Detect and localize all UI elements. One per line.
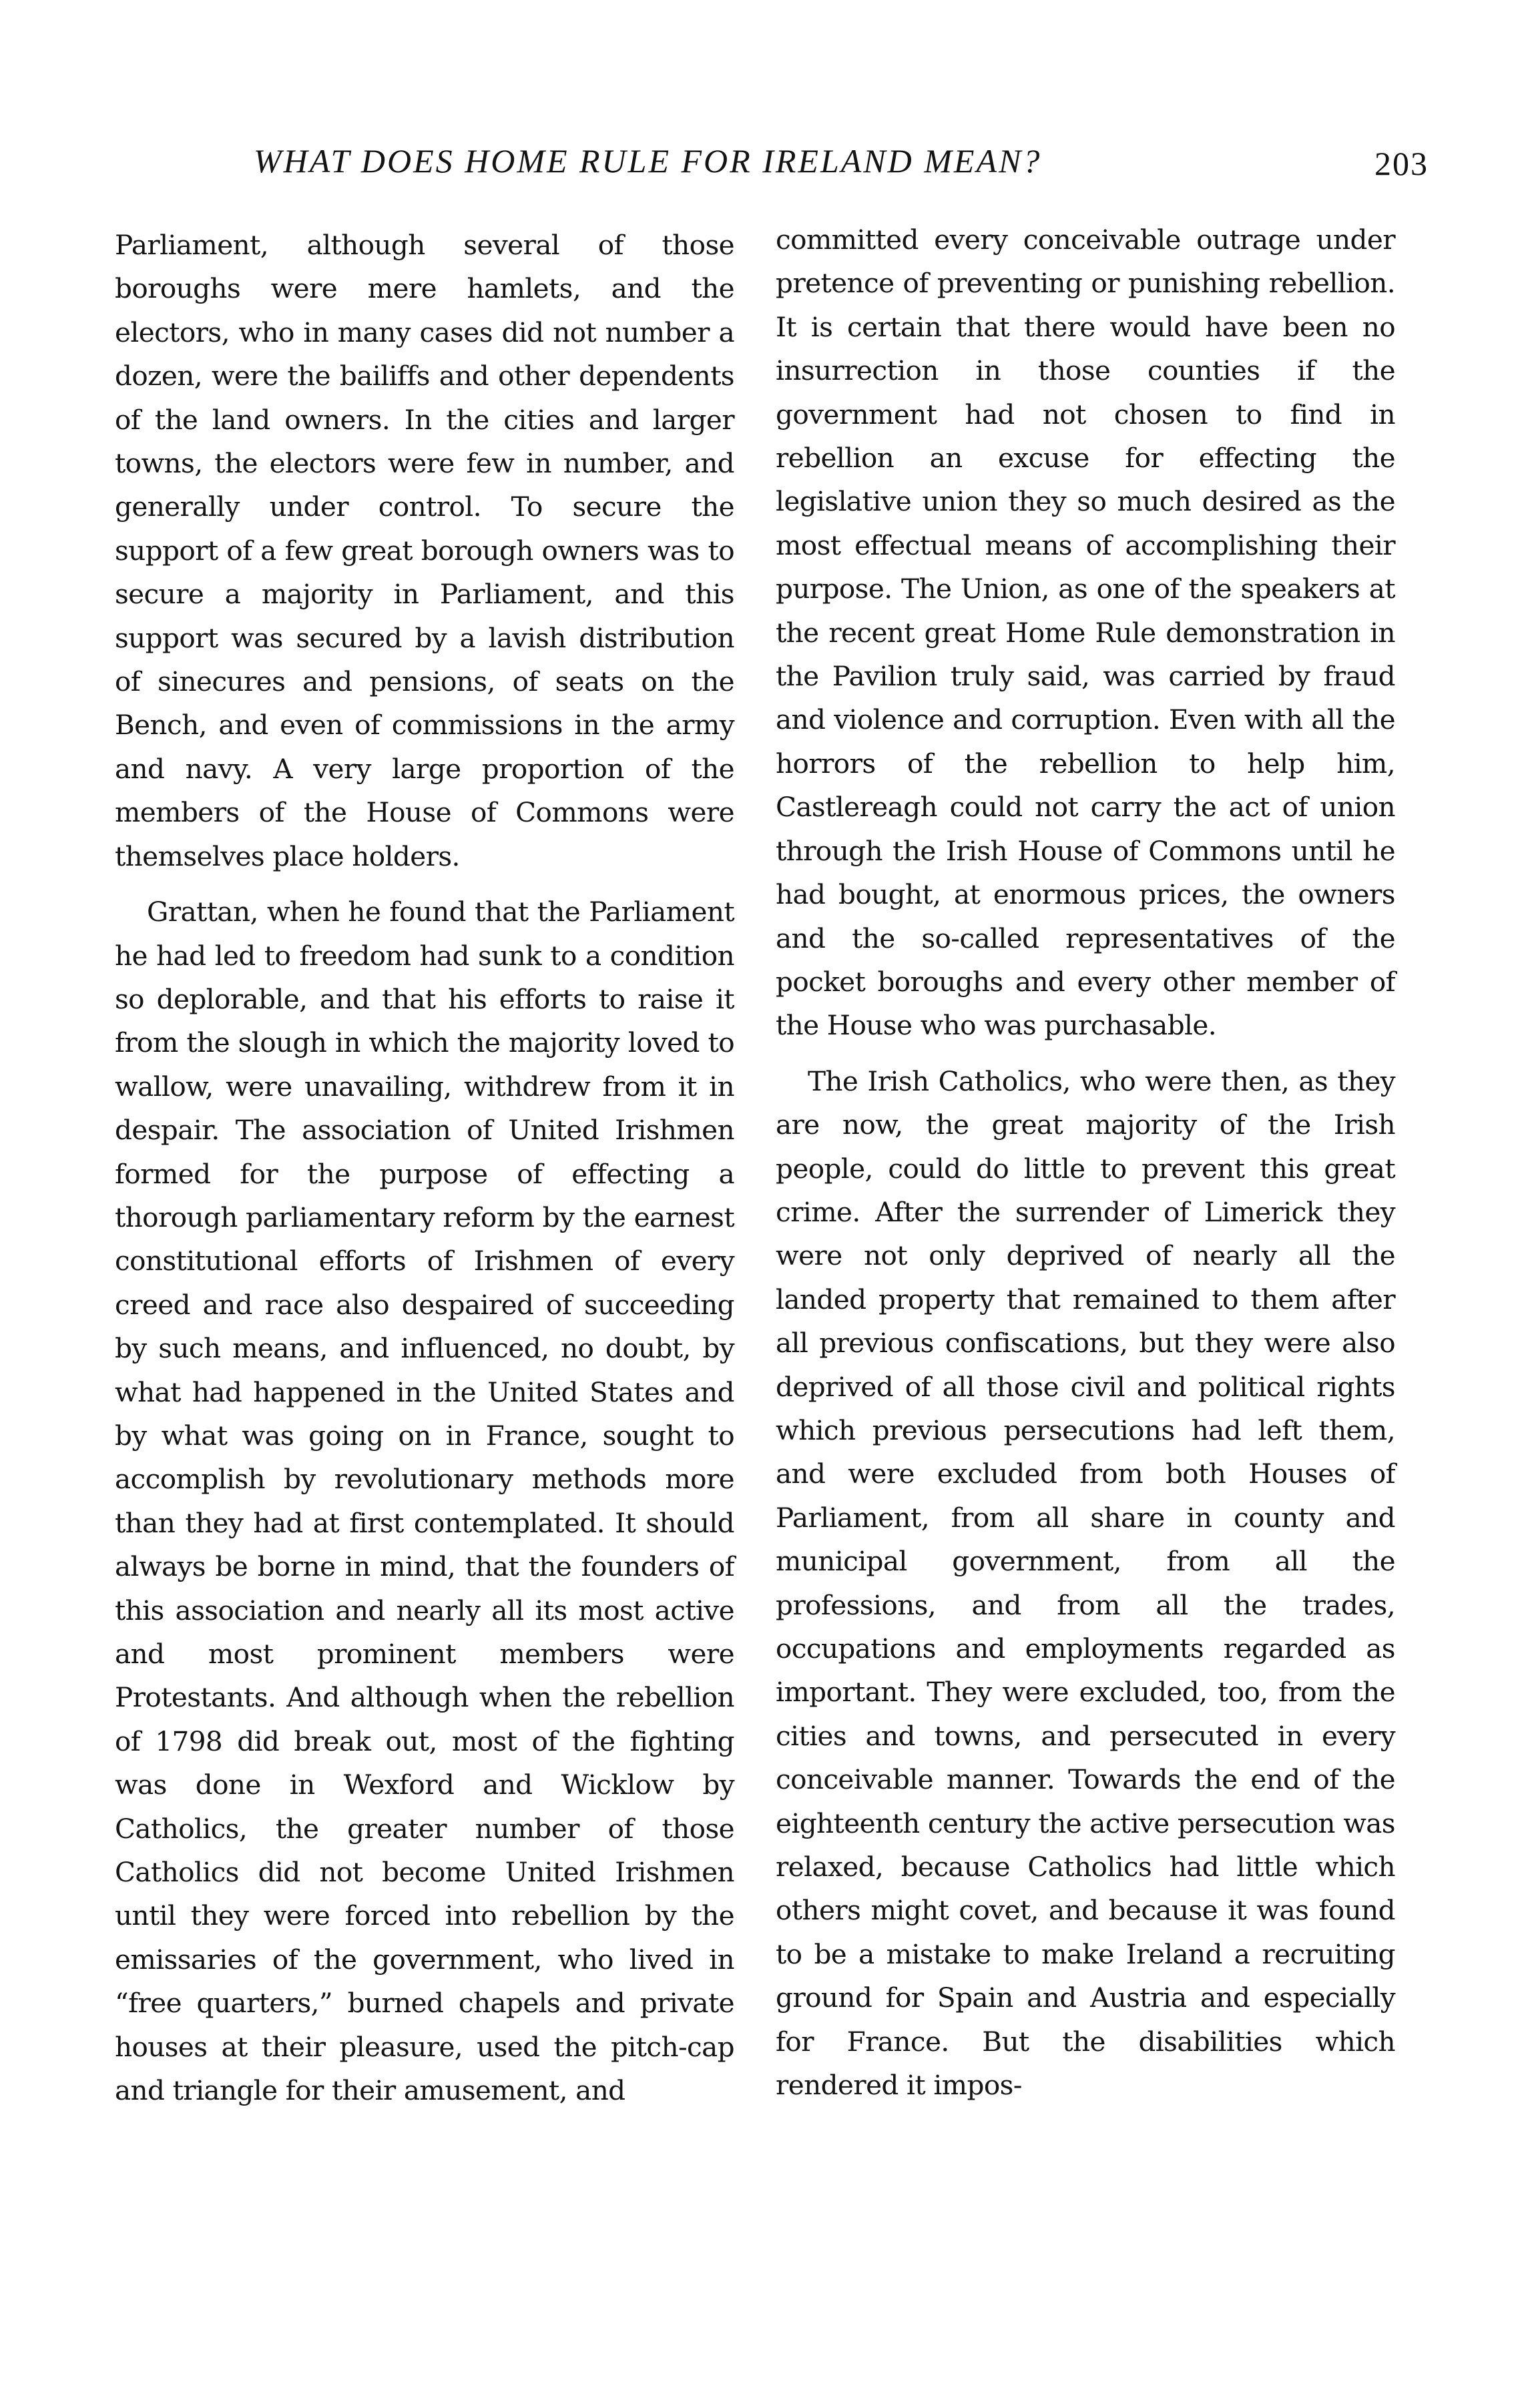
page-number: 203 <box>1374 145 1429 182</box>
left-column <box>115 224 734 2112</box>
paragraph: Parliament, although several of those boroughs were mere hamlets, and the electors, who in many cases did not number a dozen, were the bailiffs and other dependents of the land owners. In the cities and larger towns, the electors were few in number, and generally under control. To secure the support of a few great borough owners was to secure a majority in Parliament, and this support was secured by a lavish distribution of sinecures and pensions, of seats on the Bench, and even of commissions in the army and navy. A very large proportion of the members of the House of Commons were themselves place holders. <box>115 229 734 872</box>
running-title: WHAT DOES HOME RULE FOR IRELAND MEAN? <box>254 142 1042 180</box>
paragraph: committed every conceivable outrage under pretence of preventing or punishing rebellion. It is certain that there would have been no insurrection in those counties if the government had not chosen to find in rebellion an excuse for effecting the legislative union they so much desired as the most effectual means of accomplishing their purpose. The Union, as one of the speakers at the recent great Home Rule demonstration in the Pavilion truly said, was carried by fraud and violence and corruption. Even with all the horrors of the rebellion to help him, Castlereagh could not carry the act of union through the Irish House of Commons until he had bought, at enormous prices, the owners and the so-called representatives of the pocket boroughs and every other member of the House who was purchasable. <box>776 224 1395 1042</box>
paragraph: Grattan, when he found that the Parliament he had led to freedom had sunk to a condition so deplorable, and that his efforts to raise it from the slough in which the majority loved to wallow, were unavailing, withdrew from it in despair. The association of United Irishmen formed for the purpose of effecting a thorough parliamentary reform by the earnest constitutional efforts of Irishmen of every creed and race also despaired of succeeding by such means, and influenced, no doubt, by what had happened in the United States and by what was going on in France, sought to accomplish by revolutionary methods more than they had at first contemplated. It should always be borne in mind, that the founders of this association and nearly all its most active and most prominent members were Protestants. And although when the rebellion of 1798 did break out, most of the fighting was done in Wexford and Wicklow by Catholics, the greater number of those Catholics did not become United Irishmen until they were forced into rebellion by the emissaries of the government, who lived in “free quarters,” burned chapels and private houses at their pleasure, used the pitch-cap and triangle for their amusement, and <box>115 896 734 2107</box>
running-head <box>254 141 1429 188</box>
paragraph: The Irish Catholics, who were then, as they are now, the great majority of the Irish people, could do little to prevent this great crime. After the surrender of Limerick they were not only deprived of nearly all the landed property that remained to them after all previous confiscations, but they were also deprived of all those civil and political rights which previous persecutions had left them, and were excluded from both Houses of Parliament, from all share in county and municipal government, from all the professions, and from all the trades, occupations and employments regarded as important. They were excluded, too, from the cities and towns, and persecuted in every conceivable manner. Towards the end of the eighteenth century the active persecution was relaxed, because Catholics had little which others might covet, and because it was found to be a mistake to make Ireland a recruiting ground for Spain and Austria and especially for France. But the disabilities which rendered it impos- <box>776 1065 1395 2102</box>
right-column <box>776 218 1395 2107</box>
